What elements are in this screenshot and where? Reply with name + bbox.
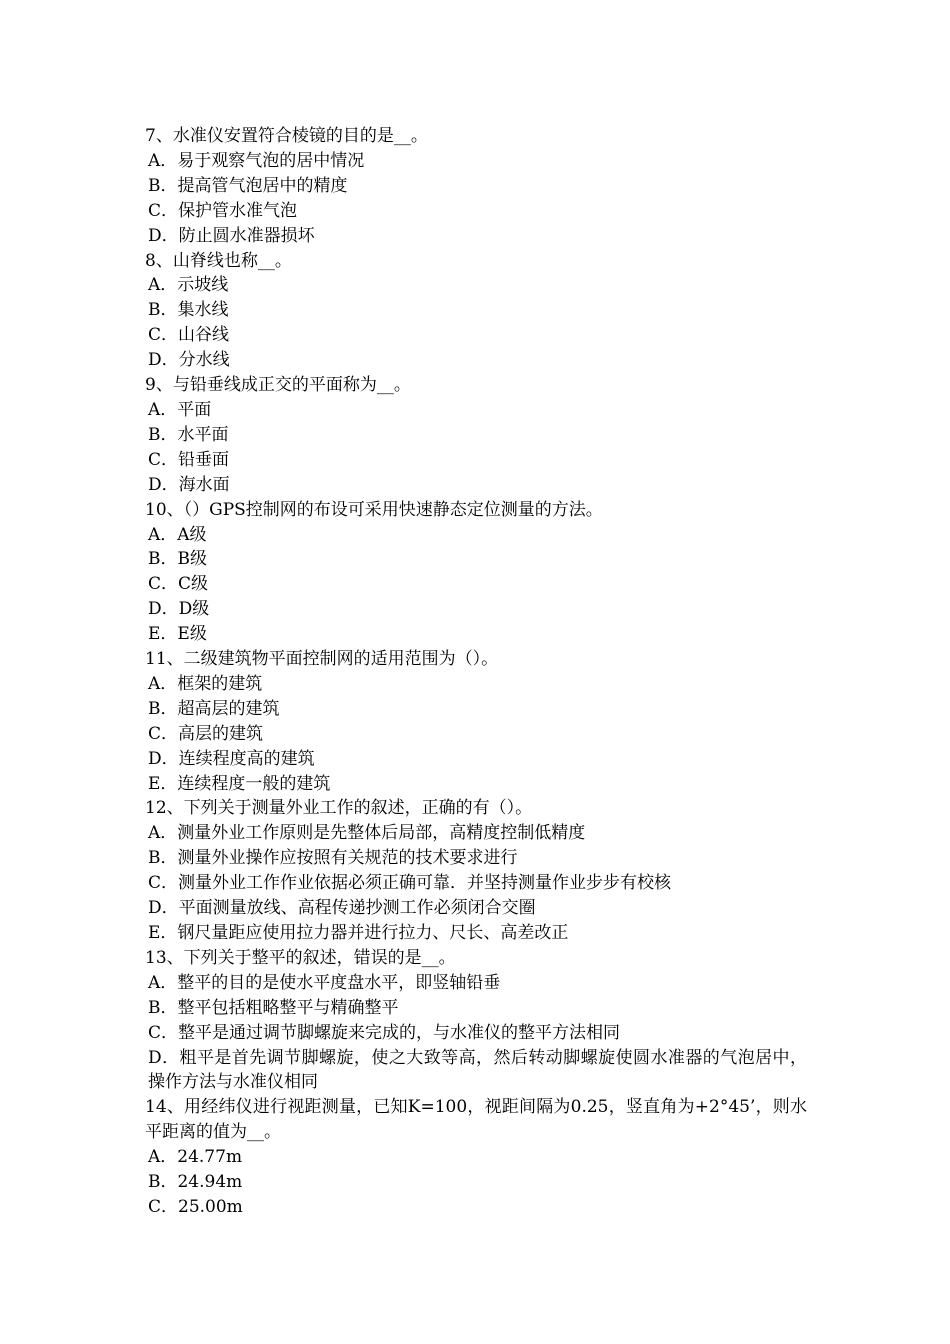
option-b: B．24.94m [148, 1172, 243, 1193]
option-d: D．粗平是首先调节脚螺旋，使之大致等高，然后转动脚螺旋使圆水准器的气泡居中，操作方法与水准仪相同 [148, 1047, 807, 1093]
option-c: C．高层的建筑 [148, 723, 264, 744]
option-b: B．超高层的建筑 [148, 698, 280, 719]
option-e: E．E级 [148, 624, 207, 645]
option-d: D．D级 [148, 599, 210, 620]
option-b: B．测量外业操作应按照有关规范的技术要求进行 [148, 848, 518, 869]
question-stem: 12、下列关于测量外业工作的叙述，正确的有（）。 [145, 798, 533, 819]
question-9 [145, 373, 807, 498]
option-c: C．25.00m [148, 1196, 243, 1217]
option-a: A．示坡线 [148, 275, 229, 296]
option-d: D．分水线 [148, 350, 230, 371]
option-c: C．C级 [148, 574, 209, 595]
option-b: B．水平面 [148, 424, 229, 445]
option-e: E．连续程度一般的建筑 [148, 773, 331, 794]
option-a: A．易于观察气泡的居中情况 [148, 150, 365, 171]
option-b: B．B级 [148, 549, 207, 570]
question-13 [145, 946, 807, 1095]
option-c: C．整平是通过调节脚螺旋来完成的，与水准仪的整平方法相同 [148, 1022, 621, 1043]
question-stem: 14、用经纬仪进行视距测量，已知K=100，视距间隔为0.25，竖直角为+2°45’，则水平距离的值为__。 [145, 1097, 807, 1143]
option-a: A．测量外业工作原则是先整体后局部，高精度控制低精度 [148, 823, 586, 844]
option-b: B．整平包括粗略整平与精确整平 [148, 997, 399, 1018]
question-11 [145, 647, 807, 796]
option-d: D．防止圆水准器损坏 [148, 225, 315, 246]
question-stem: 9、与铅垂线成正交的平面称为__。 [145, 375, 411, 396]
option-d: D．平面测量放线、高程传递抄测工作必须闭合交圈 [148, 898, 536, 919]
document-page [145, 124, 807, 1220]
option-c: C．山谷线 [148, 325, 230, 346]
option-b: B．提高管气泡居中的精度 [148, 175, 348, 196]
option-d: D．连续程度高的建筑 [148, 748, 315, 769]
question-stem: 11、二级建筑物平面控制网的适用范围为（）。 [145, 649, 499, 670]
question-10 [145, 498, 807, 647]
question-stem: 13、下列关于整平的叙述，错误的是__。 [145, 947, 456, 968]
option-e: E．钢尺量距应使用拉力器并进行拉力、尺长、高差改正 [148, 923, 569, 943]
option-a: A．24.77m [148, 1147, 243, 1168]
question-7 [145, 124, 807, 249]
question-14 [145, 1095, 807, 1220]
option-c: C．保护管水准气泡 [148, 200, 298, 221]
option-a: A．平面 [148, 399, 212, 420]
option-c: C．测量外业工作作业依据必须正确可靠．并坚持测量作业步步有校核 [148, 873, 672, 894]
question-stem: 7、水准仪安置符合棱镜的目的是__。 [145, 126, 428, 146]
option-d: D．海水面 [148, 474, 230, 495]
option-a: A．框架的建筑 [148, 673, 263, 694]
question-12 [145, 796, 807, 945]
question-stem: 8、山脊线也称__。 [145, 250, 292, 271]
question-8 [145, 249, 807, 374]
question-stem: 10、（）GPS控制网的布设可采用快速静态定位测量的方法。 [145, 499, 603, 520]
option-b: B．集水线 [148, 300, 229, 321]
option-a: A．A级 [148, 524, 207, 545]
option-a: A．整平的目的是使水平度盘水平，即竖轴铅垂 [148, 972, 501, 993]
option-c: C．铅垂面 [148, 449, 230, 470]
